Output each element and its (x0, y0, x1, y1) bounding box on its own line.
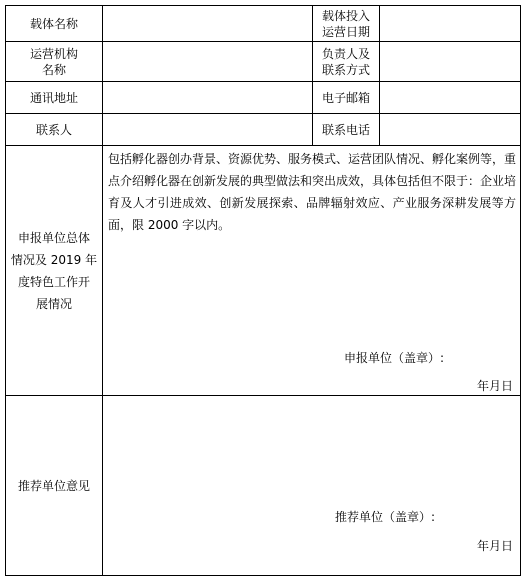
recommender-opinion-area[interactable] (103, 396, 520, 575)
carrier-name-field[interactable] (103, 6, 312, 41)
table-border-right (520, 5, 521, 576)
phone-label-text: 联系电话 (321, 122, 370, 137)
operating-org-name-label-line2: 名称 (41, 62, 66, 77)
report-label-line1: 申报单位总体 (17, 230, 90, 245)
contact-person-field[interactable] (103, 114, 312, 145)
email-label-text: 电子邮箱 (321, 90, 370, 105)
operating-org-name-label-line1: 运营机构 (29, 46, 78, 61)
address-label (6, 82, 102, 113)
address-field[interactable] (103, 82, 312, 113)
person-in-charge-label (313, 42, 379, 81)
operation-start-date-label-line2: 运营日期 (321, 24, 370, 39)
recommender-seal-label: 推荐单位（盖章）: (335, 510, 436, 524)
phone-field[interactable] (380, 114, 520, 145)
recommender-date-label: 年月日 (477, 539, 514, 553)
person-in-charge-field[interactable] (380, 42, 520, 81)
phone-label (313, 114, 379, 145)
report-content-area[interactable] (103, 146, 520, 395)
person-in-charge-label-line2: 联系方式 (321, 62, 370, 77)
email-label (313, 82, 379, 113)
recommender-opinion-label-text: 推荐单位意见 (17, 478, 90, 493)
table-border-bottom (5, 575, 521, 576)
operation-start-date-label (313, 6, 379, 41)
report-section-label (6, 146, 102, 395)
report-label-line2: 情况及 2019 年 (10, 252, 98, 267)
carrier-name-label-text: 载体名称 (29, 16, 78, 31)
report-instructions: 包括孵化器创办背景、资源优势、服务模式、运营团队情况、孵化案例等，重点介绍孵化器在创新发展的典型做法和突出成效，具体包括但不限于：企业培育及人才引进成效、创新发展探索、品牌辐射效应、产业服务深耕发展等方面，限 2000 字以内。 (108, 152, 517, 232)
contact-person-label (6, 114, 102, 145)
applicant-date-label: 年月日 (477, 379, 514, 393)
recommender-opinion-label (6, 396, 102, 575)
operating-org-name-label (6, 42, 102, 81)
email-field[interactable] (380, 82, 520, 113)
report-label-line3: 度特色工作开 (17, 274, 90, 289)
application-form-table (5, 5, 521, 576)
address-label-text: 通讯地址 (29, 90, 78, 105)
operation-start-date-field[interactable] (380, 6, 520, 41)
operating-org-name-field[interactable] (103, 42, 312, 81)
carrier-name-label (6, 6, 102, 41)
report-label-line4: 展情况 (35, 296, 72, 311)
applicant-seal-label: 申报单位（盖章）: (344, 351, 445, 365)
contact-person-label-text: 联系人 (35, 122, 72, 137)
person-in-charge-label-line1: 负责人及 (321, 46, 370, 61)
operation-start-date-label-line1: 载体投入 (321, 8, 370, 23)
